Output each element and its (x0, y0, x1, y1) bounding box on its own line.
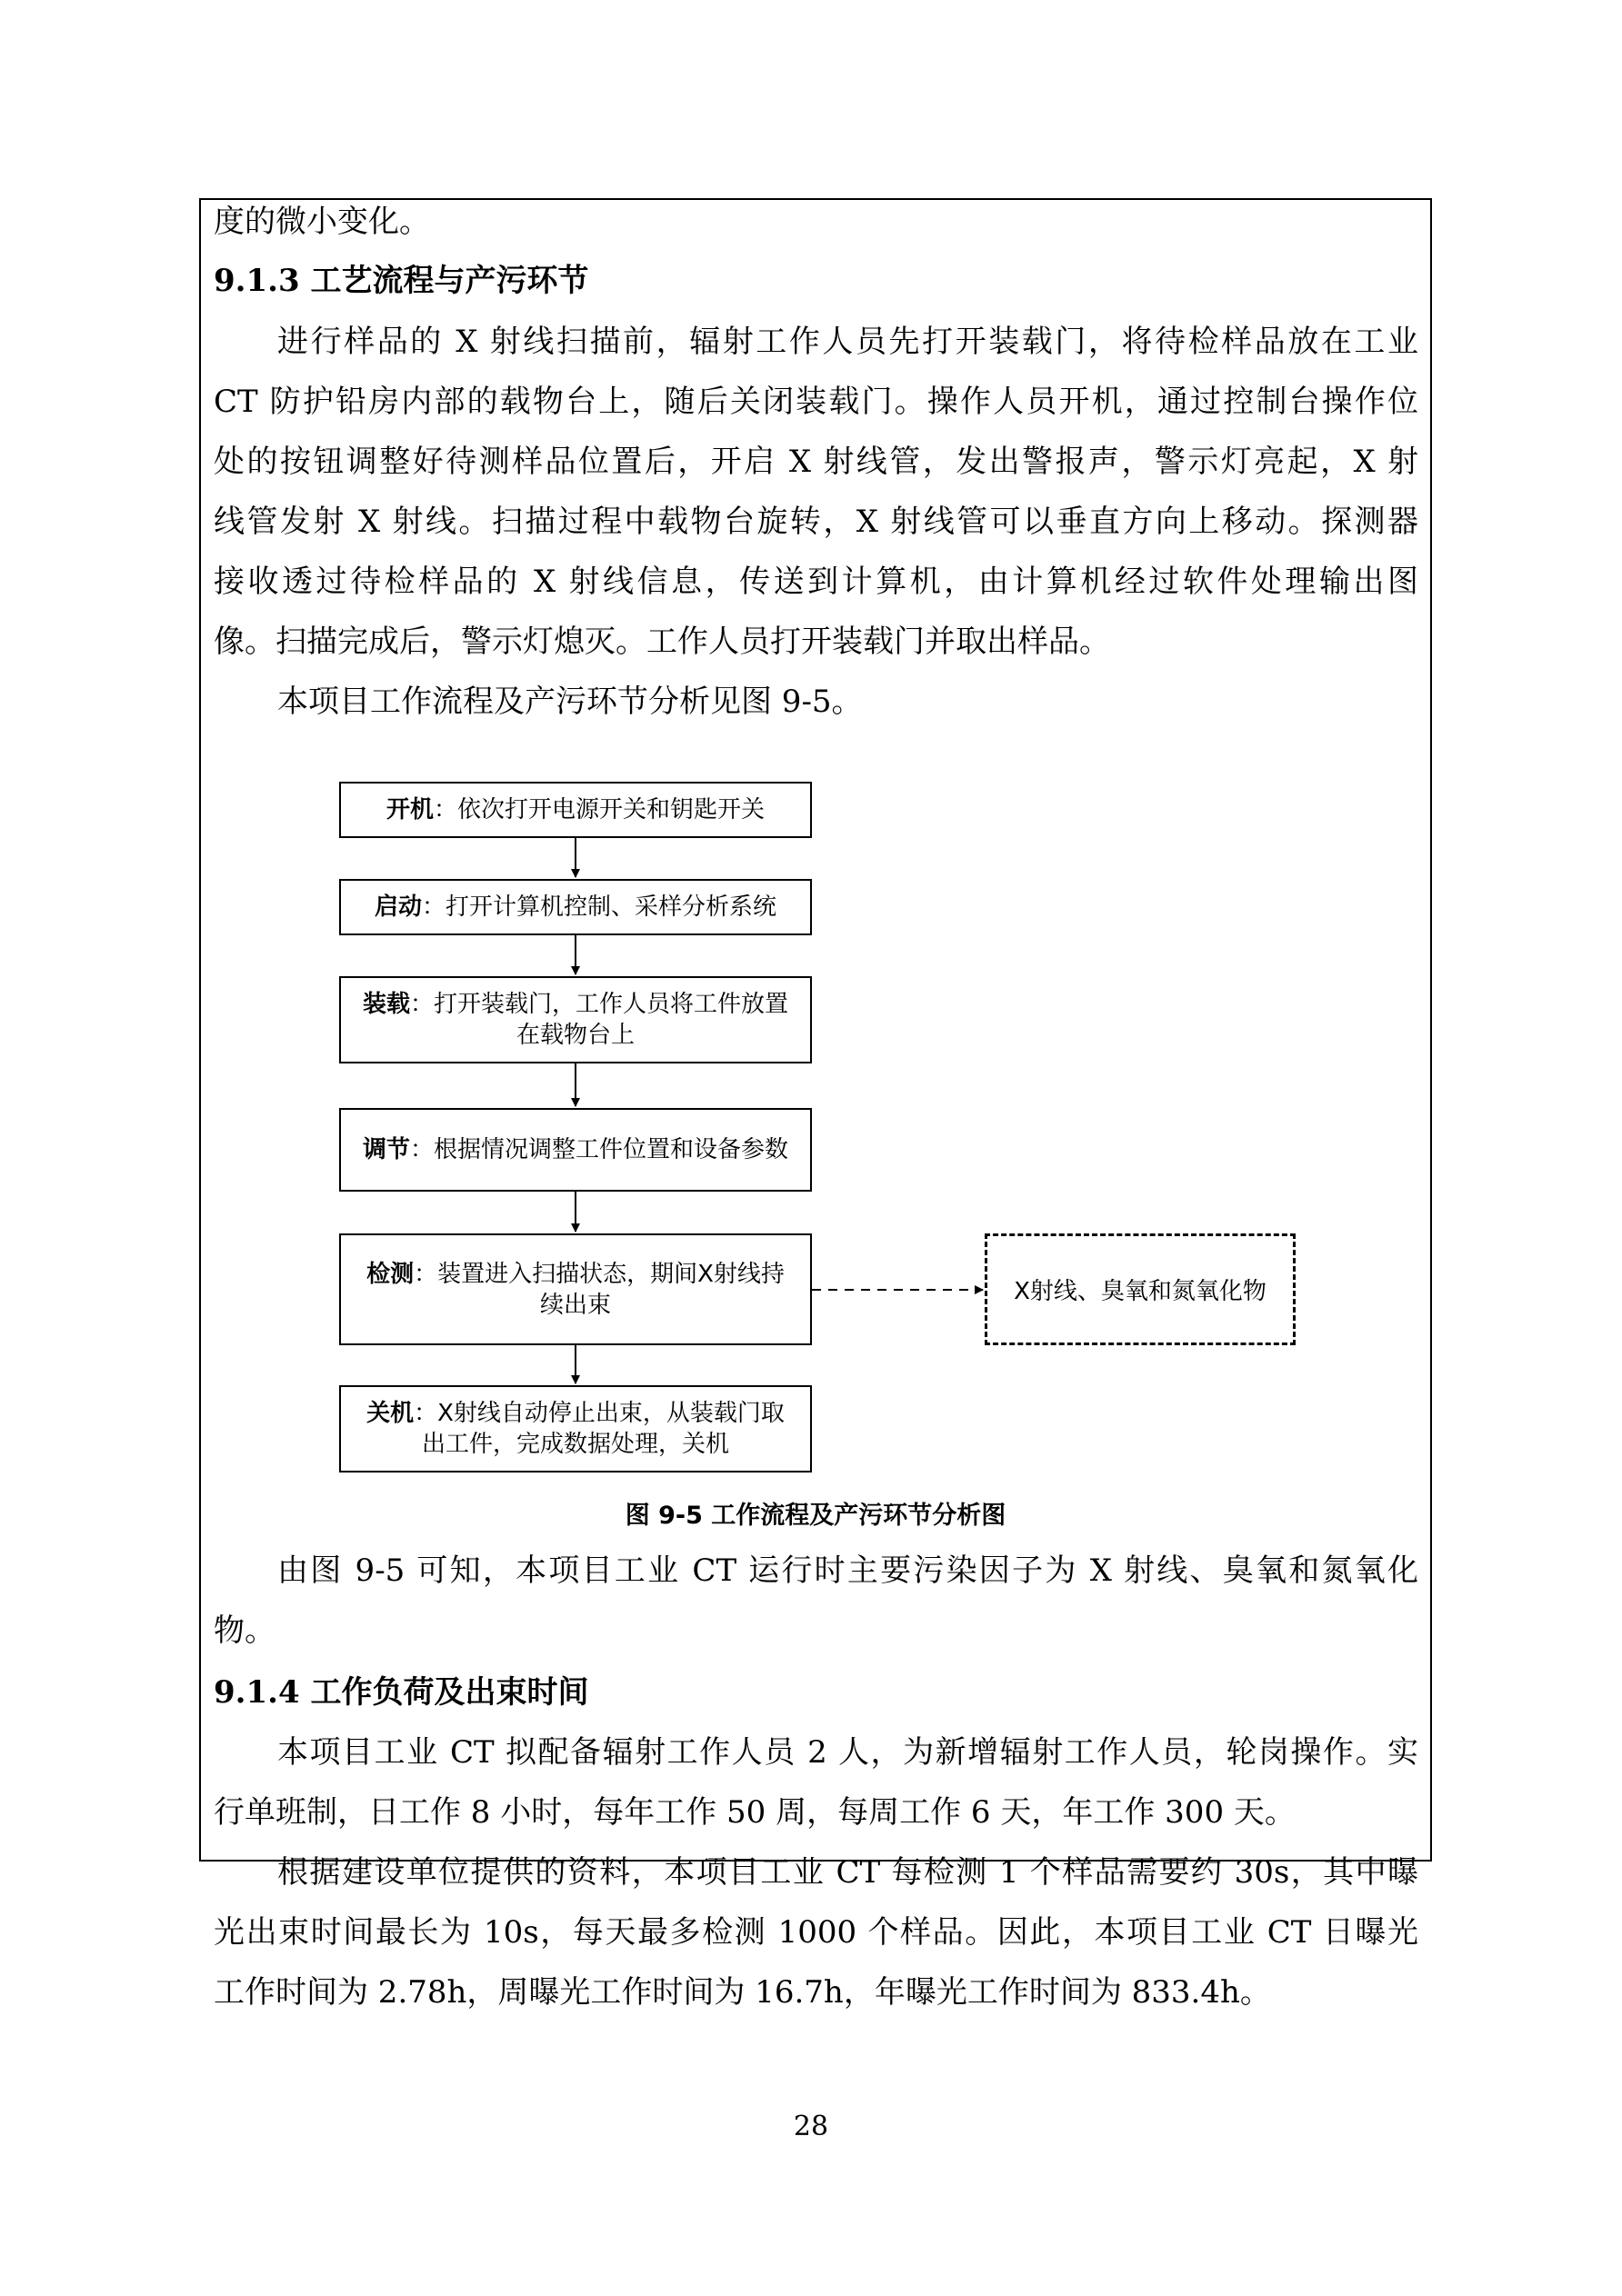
paragraph-line: 像。扫描完成后，警示灯熄灭。工作人员打开装载门并取出样品。 (214, 624, 1110, 660)
paragraph-line: 工作时间为 2.78h，周曝光工作时间为 16.7h，年曝光工作时间为 833.4h。 (214, 1974, 1271, 2011)
flow-step-text-cont: 在载物台上 (516, 1022, 635, 1049)
paragraph-line: 进行样品的 X 射线扫描前，辐射工作人员先打开装载门，将待检样品放在工业 (277, 324, 1418, 360)
section-heading-913: 9.1.3 工艺流程与产污环节 (214, 263, 589, 299)
flow-step-label: 调节 (362, 1136, 410, 1163)
flow-step-label: 检测 (366, 1260, 415, 1288)
paragraph-line: CT 防护铅房内部的载物台上，随后关闭装载门。操作人员开机，通过控制台操作位 (214, 384, 1418, 420)
paragraph-line: 根据建设单位提供的资料，本项目工业 CT 每检测 1 个样品需要约 30s，其中曝 (277, 1854, 1418, 1891)
section-heading-914: 9.1.4 工作负荷及出束时间 (214, 1674, 589, 1711)
flow-step-adjust (339, 1108, 812, 1192)
paragraph-line: 物。 (214, 1612, 275, 1649)
paragraph-line: 接收透过待检样品的 X 射线信息，传送到计算机，由计算机经过软件处理输出图 (214, 564, 1418, 600)
paragraph-line: 处的按钮调整好待测样品位置后，开启 X 射线管，发出警报声，警示灯亮起，X 射 (214, 444, 1418, 480)
flow-step-detect (339, 1233, 812, 1345)
paragraph-line: 行单班制，日工作 8 小时，每年工作 50 周，每周工作 6 天，年工作 300 天。 (214, 1794, 1296, 1831)
flow-step-label: 关机 (366, 1400, 415, 1427)
flow-step-text: ：X射线自动停止出束，从装载门取 (414, 1400, 785, 1427)
flow-step-text: ：打开装载门，工作人员将工件放置 (410, 991, 789, 1018)
pollutant-text: X射线、臭氧和氮氧化物 (1014, 1278, 1267, 1305)
flow-step-text: ：依次打开电源开关和钥匙开关 (434, 796, 766, 824)
flow-step-loading (339, 976, 812, 1063)
flow-step-startup (339, 879, 812, 935)
flow-step-label: 装载 (362, 991, 410, 1018)
paragraph-line: 线管发射 X 射线。扫描过程中载物台旋转，X 射线管可以垂直方向上移动。探测器 (214, 504, 1418, 540)
flow-step-text: ：打开计算机控制、采样分析系统 (422, 893, 777, 921)
figure-caption: 图 9-5 工作流程及产污环节分析图 (625, 1502, 1006, 1530)
flow-step-label: 启动 (374, 893, 422, 921)
text-line: 度的微小变化。 (214, 204, 430, 240)
flow-step-text-cont: 续出束 (539, 1291, 611, 1319)
paragraph-line: 本项目工业 CT 拟配备辐射工作人员 2 人，为新增辐射工作人员，轮岗操作。实 (277, 1734, 1418, 1771)
flow-step-shutdown (339, 1385, 812, 1472)
paragraph-line: 本项目工作流程及产污环节分析见图 9-5。 (277, 684, 863, 720)
page-number: 28 (793, 2111, 829, 2142)
flow-step-poweron (339, 782, 812, 838)
flow-step-text-cont: 出工件，完成数据处理，关机 (421, 1431, 729, 1458)
paragraph-line: 由图 9-5 可知，本项目工业 CT 运行时主要污染因子为 X 射线、臭氧和氮氧化 (277, 1552, 1418, 1589)
pollutant-box (985, 1233, 1296, 1345)
flow-step-text: ：根据情况调整工件位置和设备参数 (410, 1136, 789, 1163)
paragraph-line: 光出束时间最长为 10s，每天最多检测 1000 个样品。因此，本项目工业 CT 日曝光 (214, 1914, 1418, 1951)
flow-step-text: ：装置进入扫描状态，期间X射线持 (414, 1260, 785, 1288)
flow-step-label: 开机 (385, 796, 434, 824)
